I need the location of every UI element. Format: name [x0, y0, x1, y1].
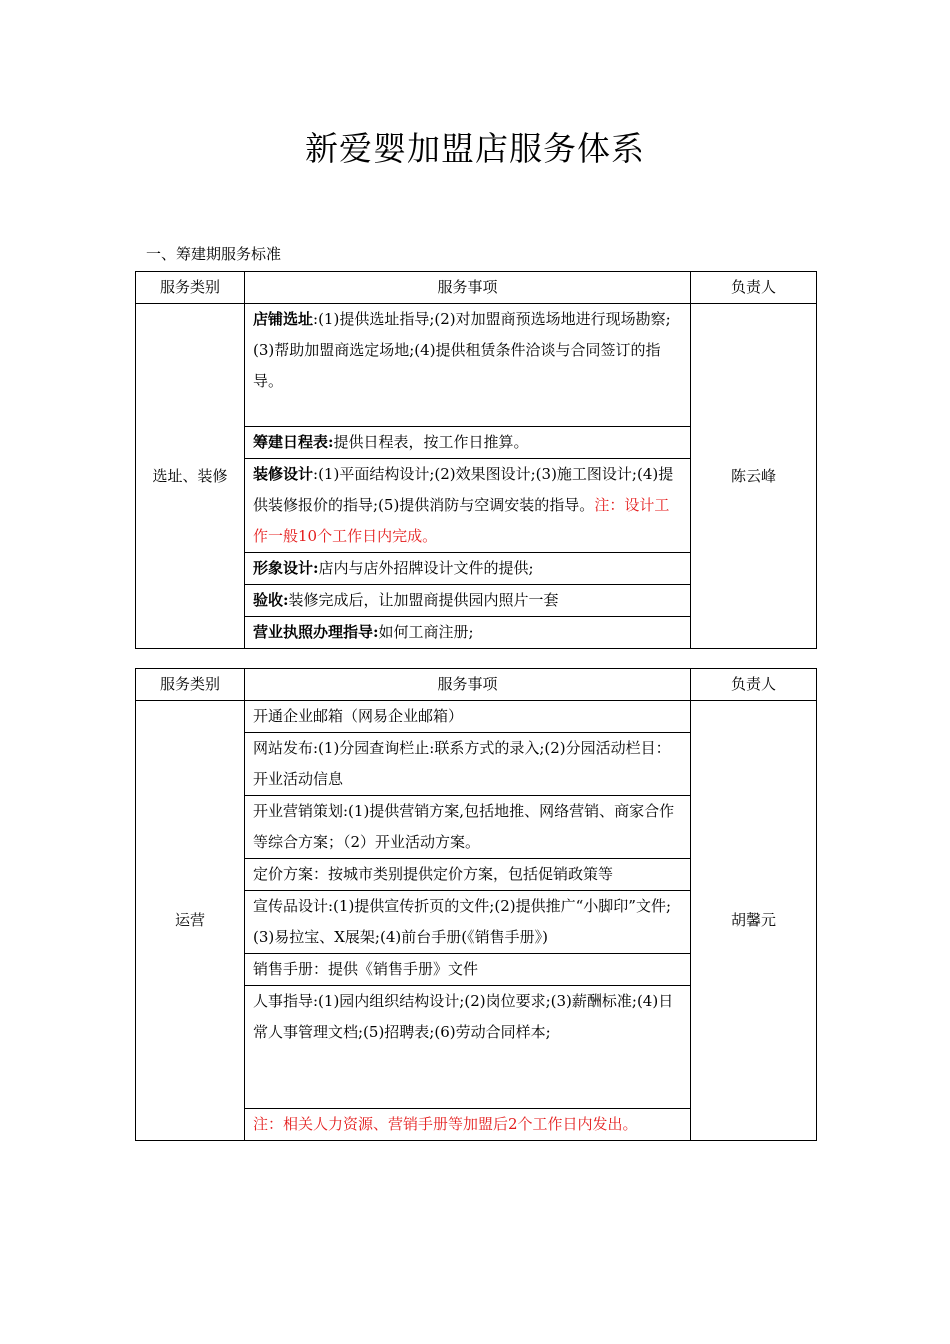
header-owner: 负责人 — [691, 669, 817, 701]
header-owner: 负责人 — [691, 272, 817, 304]
owner-cell: 胡馨元 — [691, 701, 817, 1141]
section-heading: 一、筹建期服务标准 — [146, 245, 282, 263]
item-cell: 开业营销策划:(1)提供营销方案,包括地推、网络营销、商家合作等综合方案；（2）开业活动方案。 — [245, 796, 691, 859]
item-note: 注：相关人力资源、营销手册等加盟后2个工作日内发出。 — [245, 1109, 691, 1141]
item-text: 如何工商注册; — [378, 623, 474, 641]
table-row — [136, 701, 817, 733]
table-header-row — [136, 272, 817, 304]
item-cell: 定价方案：按城市类别提供定价方案，包括促销政策等 — [245, 859, 691, 891]
item-cell: 宣传品设计:(1)提供宣传折页的文件;(2)提供推广“小脚印”文件;(3)易拉宝、X展架;(4)前台手册(《销售手册》) — [245, 891, 691, 954]
item-label: 营业执照办理指导: — [253, 623, 379, 641]
item-cell: 网站发布:(1)分园查询栏止:联系方式的录入;(2)分园活动栏目：开业活动信息 — [245, 733, 691, 796]
item-cell: 开通企业邮箱（网易企业邮箱） — [245, 701, 691, 733]
item-label: 店铺选址 — [253, 310, 314, 328]
item-text: 提供日程表，按工作日推算。 — [333, 433, 529, 451]
category-cell: 选址、装修 — [136, 304, 245, 649]
item-text: (1)平面结构设计;(2)效果图设计;(3)施工图设计;(4)提供装修报价的指导;(5)提供消防与空调安装的指导。 — [253, 465, 674, 514]
header-items: 服务事项 — [245, 272, 691, 304]
table-row — [136, 304, 817, 427]
item-label: 装修设计 — [253, 465, 314, 483]
item-label: 形象设计: — [253, 559, 319, 577]
service-table-operations — [135, 668, 817, 1141]
item-note: 注：设计工作一般10个工作日内完成。 — [253, 496, 670, 545]
item-text: 店内与店外招牌设计文件的提供; — [318, 559, 534, 577]
item-text: (1)提供选址指导;(2)对加盟商预选场地进行现场勘察;(3)帮助加盟商选定场地;(4)提供租赁条件洽谈与合同签订的指导。 — [253, 310, 671, 390]
item-cell — [245, 553, 691, 585]
header-category: 服务类别 — [136, 272, 245, 304]
item-cell: 装修设计:(1)平面结构设计;(2)效果图设计;(3)施工图设计;(4)提供装修报价的指导;(5)提供消防与空调安装的指导。注：设计工作一般10个工作日内完成。 — [245, 459, 691, 553]
item-cell: 人事指导:(1)园内组织结构设计;(2)岗位要求;(3)薪酬标准;(4)日常人事管理文档;(5)招聘表;(6)劳动合同样本; — [245, 986, 691, 1109]
page-title: 新爱婴加盟店服务体系 — [305, 129, 645, 168]
table-header-row — [136, 669, 817, 701]
service-table-preparation — [135, 271, 817, 649]
item-cell — [245, 427, 691, 459]
header-category: 服务类别 — [136, 669, 245, 701]
header-items: 服务事项 — [245, 669, 691, 701]
item-cell: 销售手册：提供《销售手册》文件 — [245, 954, 691, 986]
category-cell: 运营 — [136, 701, 245, 1141]
item-label: 筹建日程表: — [253, 433, 334, 451]
item-text: 装修完成后，让加盟商提供园内照片一套 — [288, 591, 559, 609]
item-cell — [245, 585, 691, 617]
owner-cell: 陈云峰 — [691, 304, 817, 649]
item-cell: 店铺选址:(1)提供选址指导;(2)对加盟商预选场地进行现场勘察;(3)帮助加盟商选定场地;(4)提供租赁条件洽谈与合同签订的指导。 — [245, 304, 691, 427]
item-cell — [245, 617, 691, 649]
item-label: 验收: — [253, 591, 289, 609]
